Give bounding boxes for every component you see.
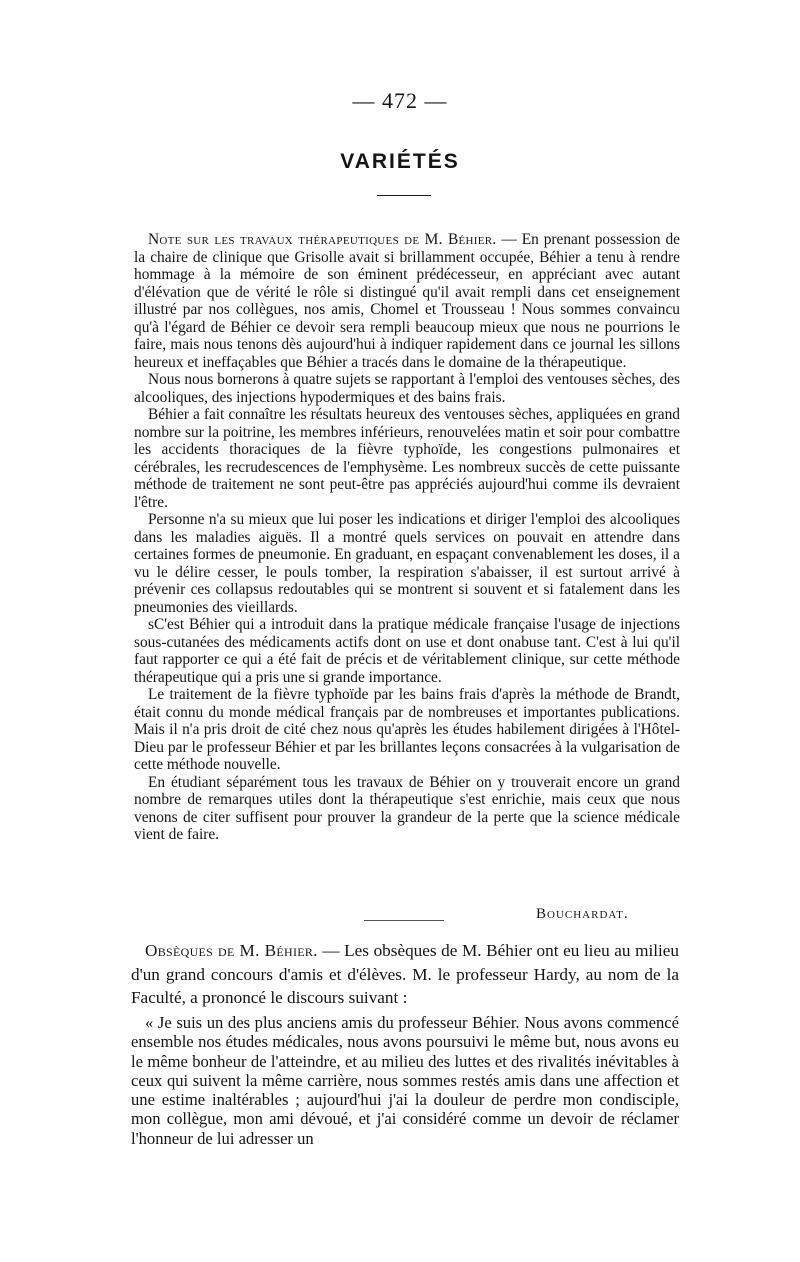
speech-quote [131,1013,679,1148]
title-underline [377,195,431,196]
note-paragraph: Béhier a fait connaître les résultats heureux des ventouses sèches, appliquées en grand nombre sur la poitrine, les membres inférieurs, renouvelées matin et soir pour combattre les accidents thoraciques de la fièvre typhoïde, les congestions pulmonaires et cérébrales, les recrudescences de l'emphysème. Les nombreux succès de cette puissante méthode de traitement ne sont peut-être pas appréciés aujourd'hui comme ils devraient l'être. [134,406,680,511]
note-paragraph: Personne n'a su mieux que lui poser les indications et diriger l'emploi des alcooliques dans les maladies aiguës. Il a montré quels services on pouvait en attendre dans certaines formes de pneumonie. En graduant, en espaçant convenablement les doses, il a vu le délire cesser, le pouls tomber, la respiration s'abaisser, il est surtout arrivé à prévenir ces collapsus redoutables qui se montrent si souvent et si fatalement dans les pneumonies des vieillards. [134,511,680,616]
obseques-article [131,939,679,1010]
note-article [134,231,680,844]
section-title: VARIÉTÉS [340,150,460,173]
signature: Bouchardat. [536,906,629,922]
note-heading: Note sur les travaux thérapeutiques de M. Béhier. [148,231,497,248]
note-paragraph: Le traitement de la fièvre typhoïde par les bains frais d'après la méthode de Brandt, était connu du monde médical français par de nombreuses et importantes publications. Mais il n'a pris droit de cité chez nous qu'après les études habilement dirigées à l'Hôtel-Dieu par le professeur Béhier et par les brillantes leçons consacrées à la vulgarisation de cette méthode nouvelle. [134,686,680,773]
obseques-paragraph: Obsèques de M. Béhier. — Les obsèques de M. Béhier ont eu lieu au milieu d'un grand concours d'amis et d'élèves. M. le professeur Hardy, au nom de la Faculté, a prononcé le discours suivant : [131,941,679,1007]
note-paragraph: En étudiant séparément tous les travaux de Béhier on y trouverait encore un grand nombre de remarques utiles dont la thérapeutique s'est enrichie, mais ceux que nous venons de citer suffisent pour prouver la grandeur de la perte que la science médicale vient de faire. [134,773,680,843]
note-paragraph: sC'est Béhier qui a introduit dans la pratique médicale française l'usage de injections sous-cutanées des médicaments actifs dont on use et dont onabuse tant. C'est à lui qu'il faut rapporter ce qui a été fait de précis et de véritablement clinique, sur cette méthode thérapeutique qui a pris une si grande importance. [134,616,680,686]
obseques-heading: Obsèques de M. Béhier. [145,941,318,960]
note-paragraph: Note sur les travaux thérapeutiques de M. Béhier. — En prenant possession de la chaire de clinique que Grisolle avait si brillamment occupée, Béhier a tenu à rendre hommage à la mémoire de son éminent prédécesseur, en appréciant avec autant d'élévation que de vérité le rôle si distingué qu'il avait rempli dans cet enseignement illustré par nos collègues, nos amis, Chomel et Trousseau ! Nous sommes convaincu qu'à l'égard de Béhier ce devoir sera rempli beaucoup mieux que nous ne pourrions le faire, mais nous tenons dès aujourd'hui à indiquer rapidement dans ce journal les sillons heureux et ineffaçables que Béhier a tracés dans le domaine de la thérapeutique. [134,231,680,371]
separator-rule [364,920,444,921]
speech-paragraph: « Je suis un des plus anciens amis du professeur Béhier. Nous avons commencé ensemble nos études médicales, nous avons poursuivi le même but, nous avons eu le même bonheur de l'atteindre, et au milieu des luttes et des rivalités inévitables à ceux qui suivent la même carrière, nous sommes restés amis dans une affection et une estime inaltérables ; aujourd'hui j'ai la douleur de perdre mon condisciple, mon collègue, mon ami dévoué, et j'ai considéré comme un devoir de réclamer l'honneur de lui adresser un [131,1013,679,1148]
page-number: — 472 — [352,88,448,113]
note-paragraph: Nous nous bornerons à quatre sujets se rapportant à l'emploi des ventouses sèches, des alcooliques, des injections hypodermiques et des bains frais. [134,371,680,406]
